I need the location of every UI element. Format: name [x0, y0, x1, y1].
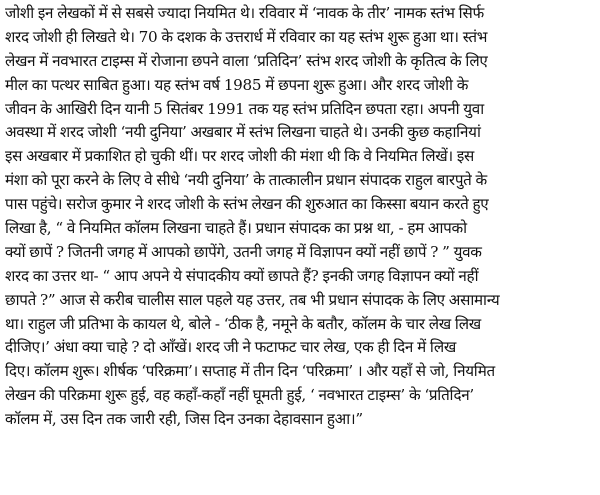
text-line: दिए। कॉलम शुरू। शीर्षक ‘परिक्रमा’। सप्ताह में तीन दिन ‘परिक्रमा’ । और यहाँ से जो, नियमित: [5, 362, 495, 381]
text-line: था। राहुल जी प्रतिभा के कायल थे, बोले - ‘ठीक है, नमूने के बतौर, कॉलम के चार लेख लिख: [5, 314, 481, 333]
text-line: लिखा है, “ वे नियमित कॉलम लिखना चाहते हैं। प्रधान संपादक का प्रश्न था, - हम आपको: [5, 219, 467, 238]
text-line: क्यों छापें ? जितनी जगह में आपको छापेंगे, उतनी जगह में विज्ञापन क्यों नहीं छापें ? ” युवक: [5, 242, 482, 261]
text-line: लेखन की परिक्रमा शुरू हुई, वह कहाँ-कहाँ नहीं घूमती हुई, ‘ नवभारत टाइम्स’ के ‘प्रतिदिन’: [5, 386, 474, 405]
text-line: जीवन के आखिरी दिन यानी 5 सितंबर 1991 तक यह स्तंभ प्रतिदिन छपता रहा। अपनी युवा: [5, 99, 484, 118]
text-line: अवस्था में शरद जोशी ‘नयी दुनिया’ अखबार में स्तंभ लिखना चाहते थे। उनकी कुछ कहानियां: [5, 123, 481, 142]
text-line: मील का पत्थर साबित हुआ। यह स्तंभ वर्ष 1985 में छपना शुरू हुआ। और शरद जोशी के: [5, 75, 469, 94]
text-line: छापते ?” आज से करीब चालीस साल पहले यह उत्तर, तब भी प्रधान संपादक के लिए असामान्य: [5, 290, 500, 309]
body-paragraph: [5, 2, 594, 432]
text-line: शरद का उत्तर था- “ आप अपने ये संपादकीय क्यों छापते हैं? इनकी जगह विज्ञापन क्यों नहीं: [5, 266, 479, 285]
text-line: मंशा को पूरा करने के लिए वे सीधे ‘नयी दुनिया’ के तात्कालीन प्रधान संपादक राहुल बारपुते के: [5, 171, 487, 190]
text-line: पास पहुंचे। सरोज कुमार ने शरद जोशी के स्तंभ लेखन की शुरुआत का किस्सा बयान करते हुए: [5, 195, 489, 214]
text-line: दीजिए।’ अंधा क्या चाहे ? दो आँखें। शरद जी ने फटाफट चार लेख, एक ही दिन में लिख: [5, 338, 456, 357]
text-line: शरद जोशी ही लिखते थे। 70 के दशक के उत्तरार्ध में रविवार का यह स्तंभ शुरू हुआ था। स्तंभ: [5, 27, 488, 46]
text-line: लेखन में नवभारत टाइम्स में रोजाना छपने वाला ‘प्रतिदिन’ स्तंभ शरद जोशी के कृतित्व के लिए: [5, 51, 488, 70]
text-line: जोशी इन लेखकों में से सबसे ज्यादा नियमित थे। रविवार में ‘नावक के तीर’ नामक स्तंभ सिर्फ: [5, 4, 484, 22]
text-line: कॉलम में, उस दिन तक जारी रही, जिस दिन उनका देहावसान हुआ।”: [5, 410, 363, 429]
text-line: इस अखबार में प्रकाशित हो चुकी थीं। पर शरद जोशी की मंशा थी कि वे नियमित लिखें। इस: [5, 147, 475, 166]
